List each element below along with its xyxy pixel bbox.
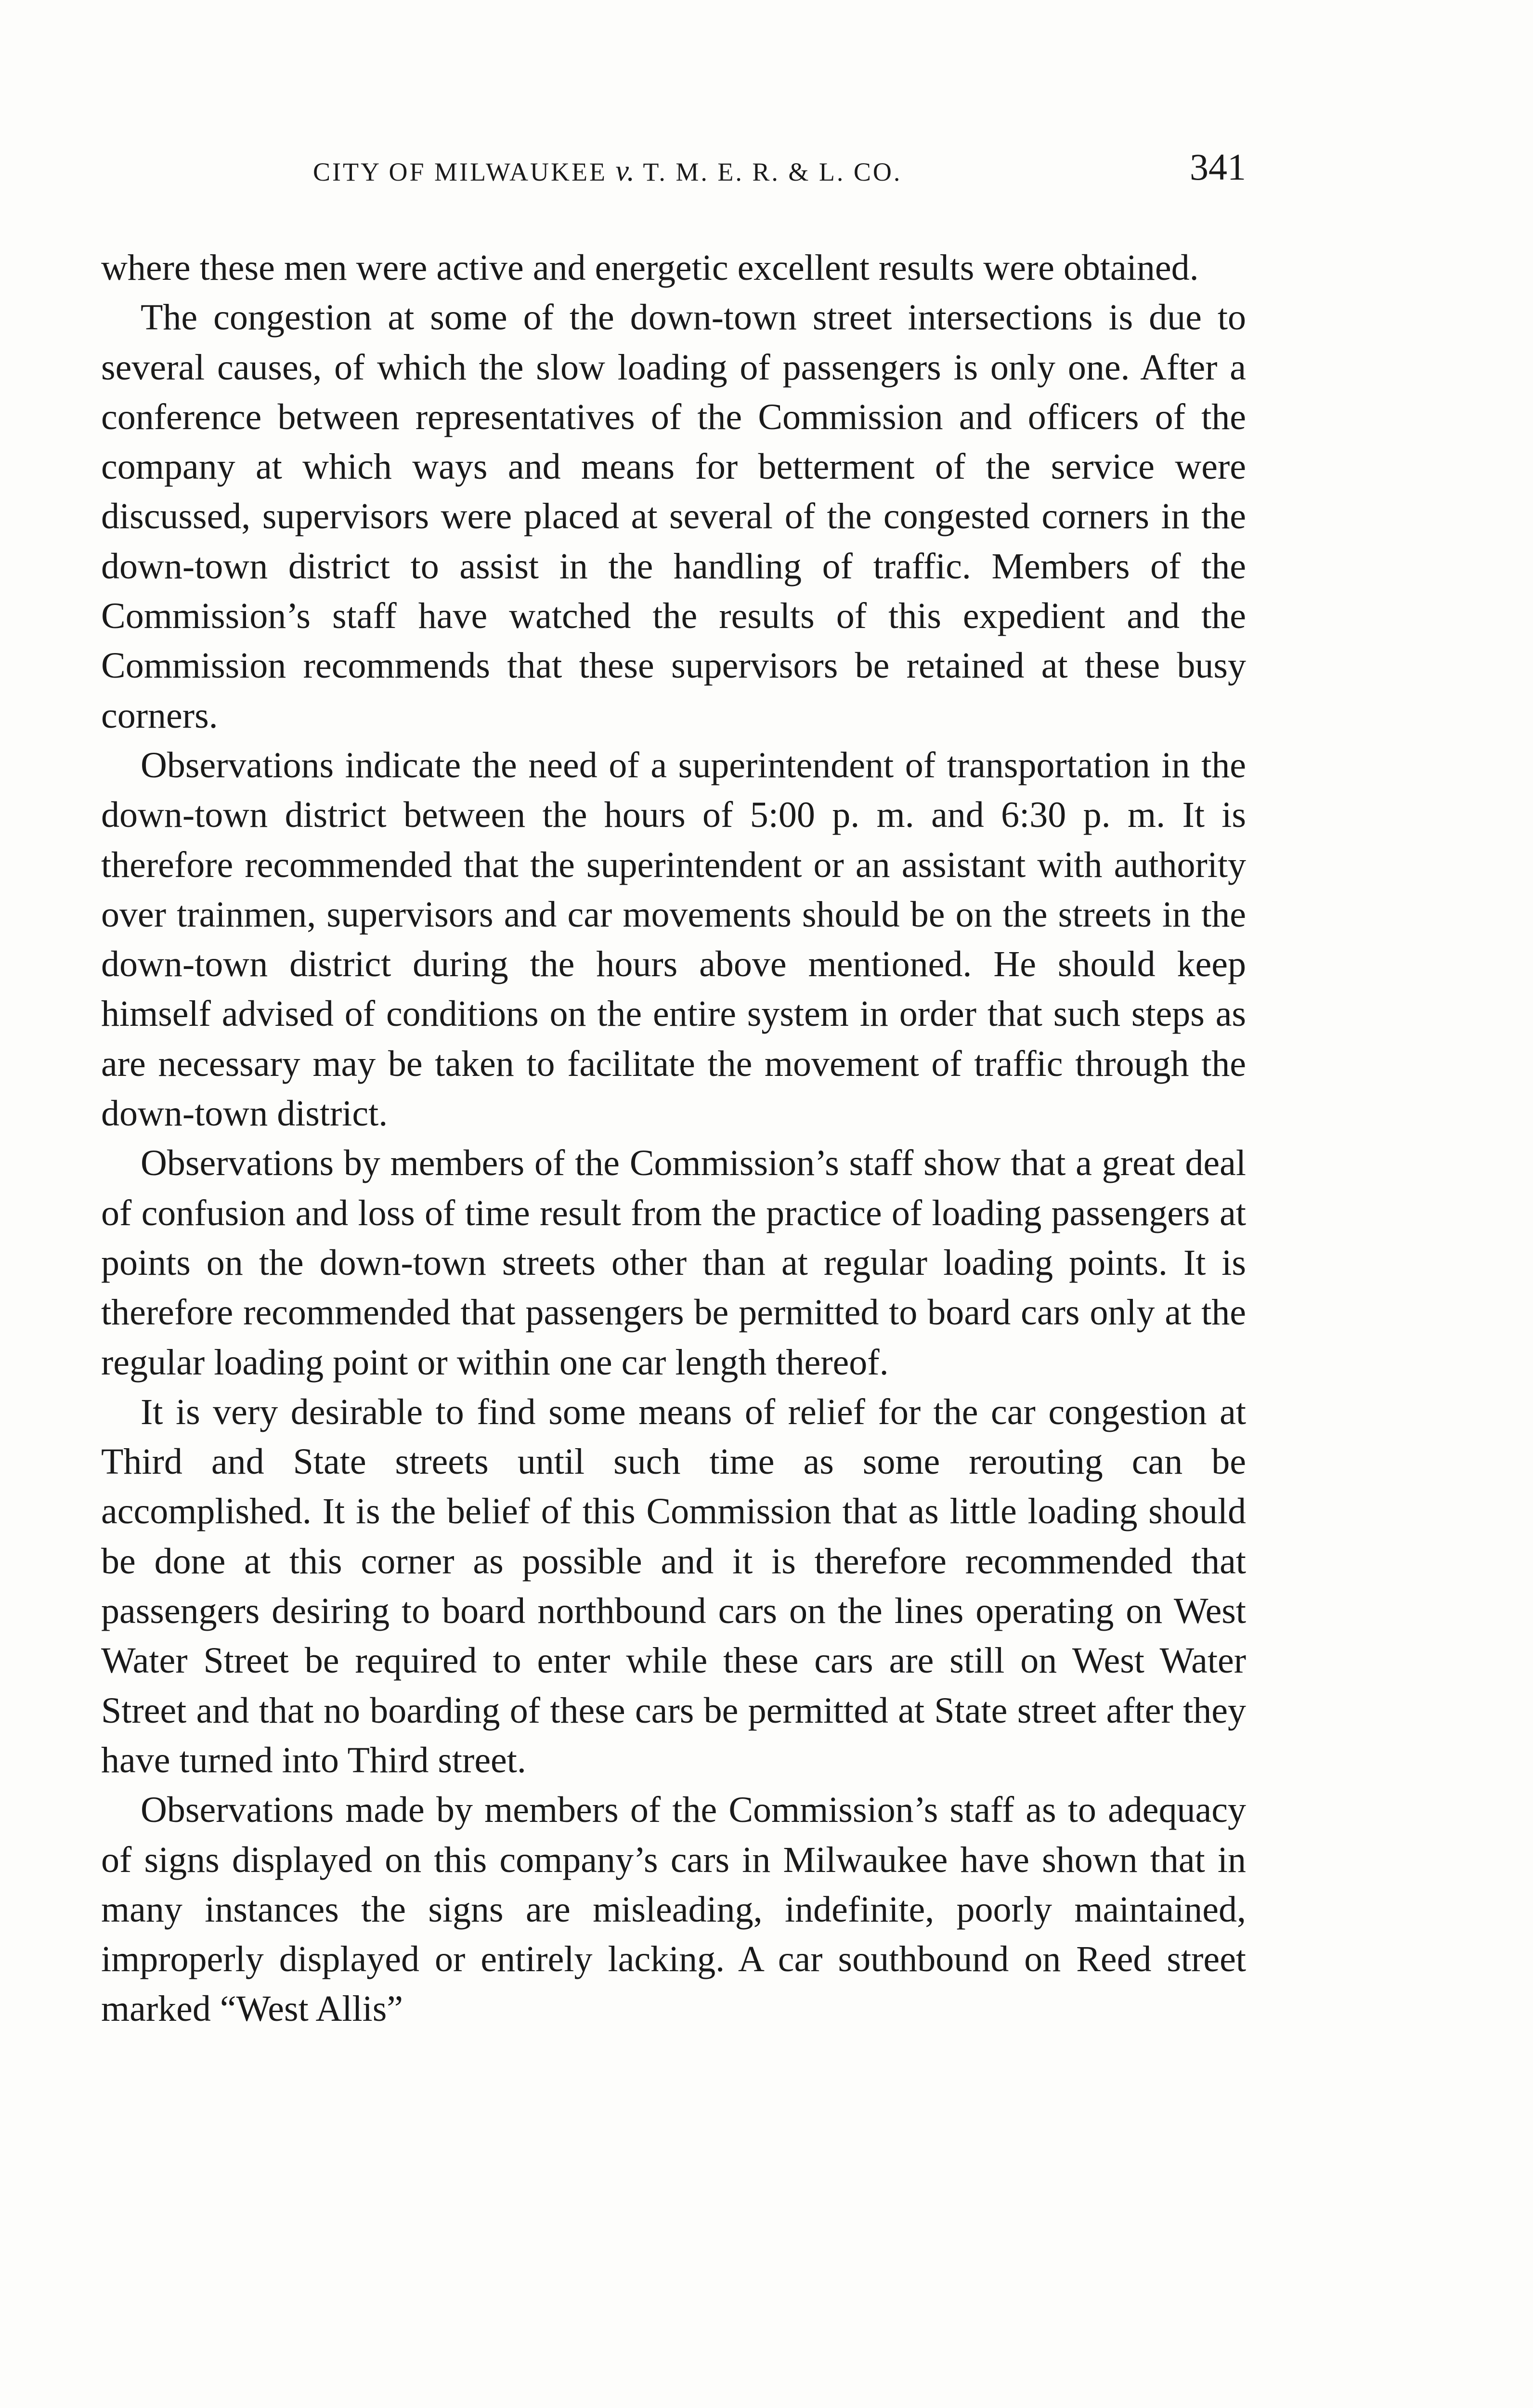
paragraph-superintendent: Observations indicate the need of a superintendent of transportation in the down-town district between the hours of 5:00 p. m. and 6:30 p. m. It is therefore recommended that the superintendent or an assistant with authority over trainmen, supervisors and car movements should be on the streets in the down-town district during the hours above mentioned. He should keep himself advised of conditions on the entire system in order that such steps as are necessary may be taken to facilitate the movement of traffic through the down-town district. — [101, 745, 1246, 1134]
running-title-pre: CITY OF MILWAUKEE — [313, 157, 616, 186]
paragraph-continued: where these men were active and energetic excellent results were obtained. — [101, 248, 1199, 288]
paragraph-street-congestion: The congestion at some of the down-town street intersections is due to several causes, of which the slow loading of passengers is only one. After a conference between representatives of the Commission and officers of the company at which ways and means for betterment of the service were discussed, supervisors were placed at several of the congested corners in the down-town district to assist in the handling of traffic. Members of the Commission’s staff have watched the results of this expedient and the Commission recommends that these supervisors be retained at these busy corners. — [101, 297, 1246, 736]
paragraph-loading-points: Observations by members of the Commission’s staff show that a great deal of confusion and loss of time result from the practice of loading passengers at points on the down-town streets other than at regular loading points. It is therefore recommended that passengers be permitted to board cars only at the regular loading point or within one car length thereof. — [101, 1143, 1246, 1383]
running-title-versus: v. — [615, 155, 635, 187]
running-head — [101, 140, 1246, 202]
body-text — [101, 243, 1246, 2034]
page-number: 341 — [1190, 146, 1246, 188]
paragraph-car-signs: Observations made by members of the Commission’s staff as to adequacy of signs displayed on this company’s cars in Milwaukee have shown that in many instances the signs are misleading, indefinite, poorly maintained, improperly displayed or entirely lacking. A car southbound on Reed street marked “West Allis” — [101, 1790, 1246, 2029]
paragraph-third-and-state: It is very desirable to find some means of relief for the car congestion at Third and State streets until such time as some rerouting can be accomplished. It is the belief of this Commission that as little loading should be done at this corner as possible and it is therefore recommended that passengers desiring to board northbound cars on the lines operating on West Water Street be required to enter while these cars are still on West Water Street and that no boarding of these cars be permitted at State street after they have turned into Third street. — [101, 1391, 1246, 1780]
running-title — [313, 154, 902, 188]
running-title-post: T. M. E. R. & L. CO. — [635, 157, 902, 186]
